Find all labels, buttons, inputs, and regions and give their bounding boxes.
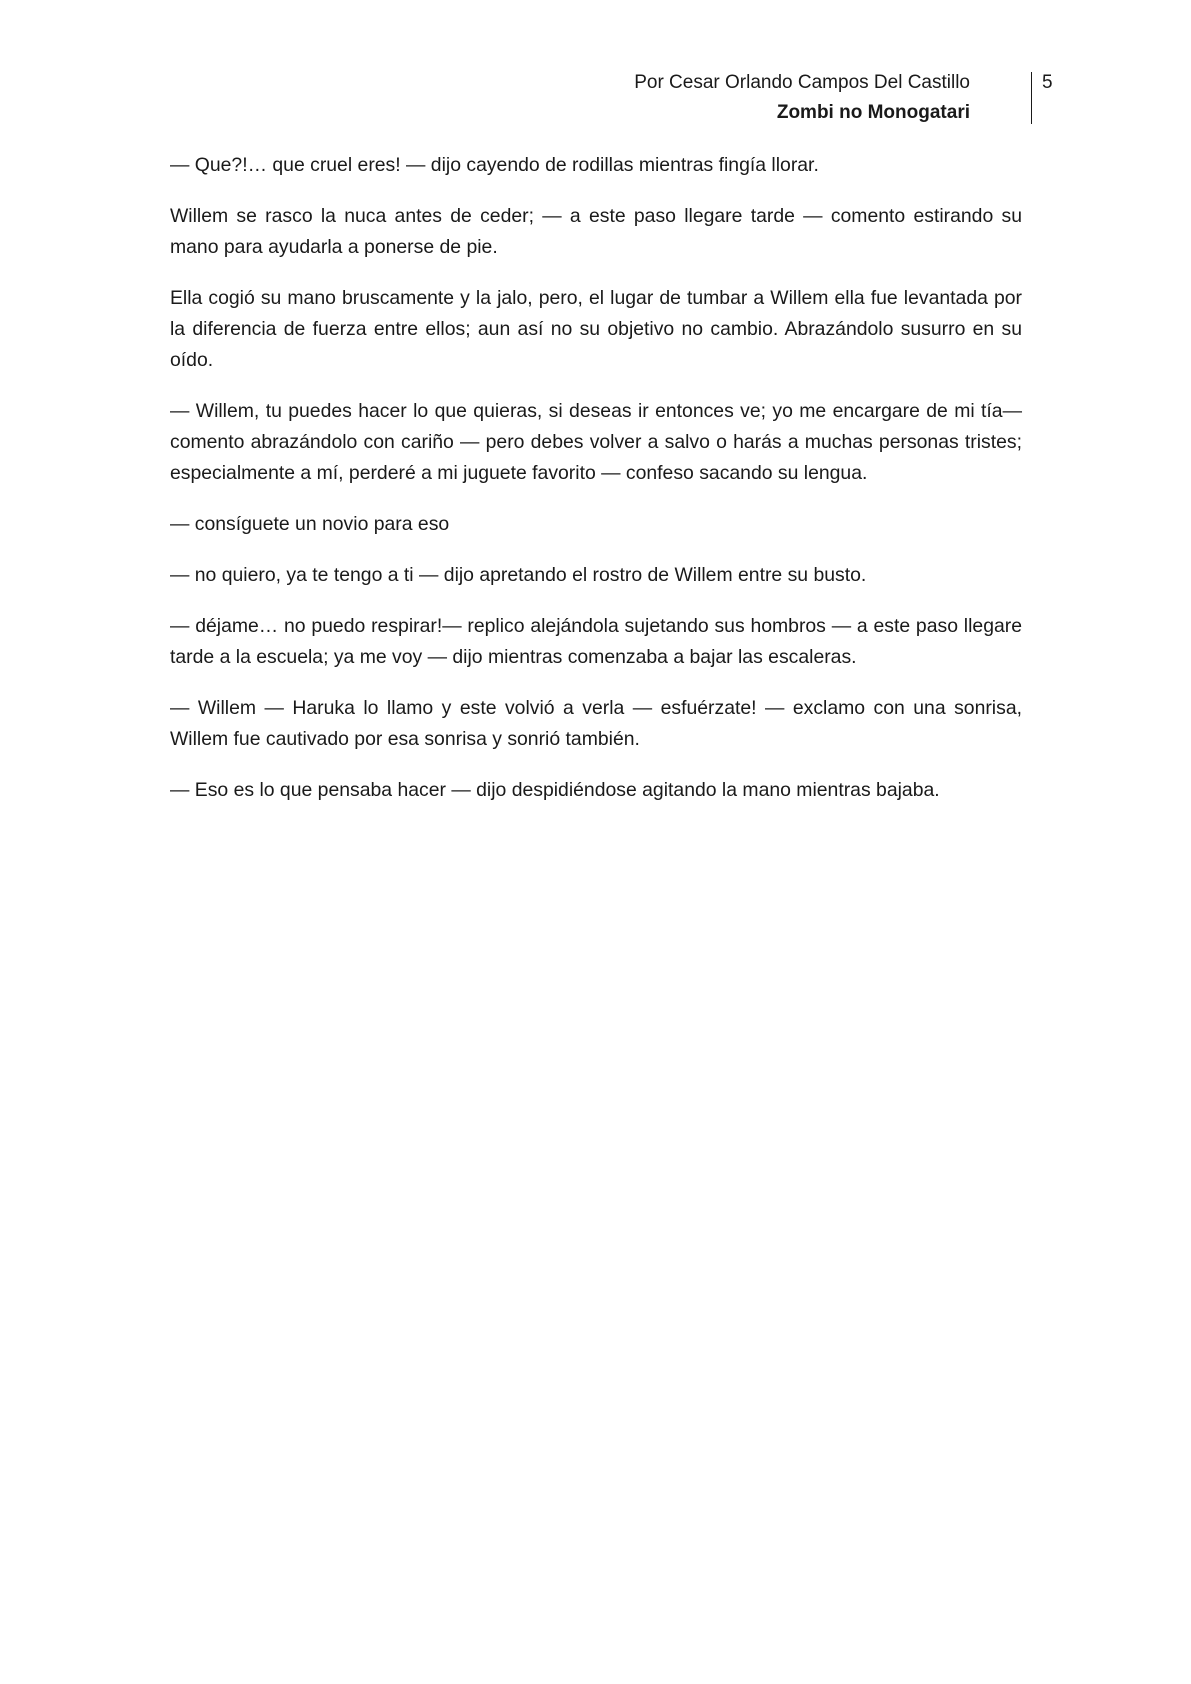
header-author: Por Cesar Orlando Campos Del Castillo: [634, 72, 970, 93]
paragraph: — Willem — Haruka lo llamo y este volvió a verla — esfuérzate! — exclamo con una sonrisa, Willem fue cautivado por esa sonrisa y sonrió también.: [170, 697, 1022, 750]
paragraph: — Willem, tu puedes hacer lo que quieras, si deseas ir entonces ve; yo me encargare de mi tía— comento abrazándolo con cariño — pero debes volver a salvo o harás a muchas personas tristes; especialmente a mí, perderé a mi juguete favorito — confeso sacando su lengua.: [170, 400, 1022, 484]
header-divider: [1031, 72, 1032, 124]
page-header: [600, 68, 1053, 126]
paragraph: — consíguete un novio para eso: [170, 513, 450, 535]
paragraph: Ella cogió su mano bruscamente y la jalo, pero, el lugar de tumbar a Willem ella fue levantada por la diferencia de fuerza entre ellos; aun así no su objetivo no cambio. Abrazándolo susurro en su oído.: [170, 287, 1022, 371]
header-book-title: Zombi no Monogatari: [776, 102, 970, 123]
paragraph: Willem se rasco la nuca antes de ceder; — a este paso llegare tarde — comento estirando su mano para ayudarla a ponerse de pie.: [170, 205, 1022, 258]
paragraph: — Eso es lo que pensaba hacer — dijo despidiéndose agitando la mano mientras bajaba.: [170, 779, 940, 801]
header-text-block: [634, 68, 970, 128]
page-number: 5: [1042, 72, 1053, 93]
paragraph: — no quiero, ya te tengo a ti — dijo apretando el rostro de Willem entre su busto.: [170, 564, 867, 586]
paragraph: — Que?!… que cruel eres! — dijo cayendo de rodillas mientras fingía llorar.: [170, 154, 819, 176]
paragraph: — déjame… no puedo respirar!— replico alejándola sujetando sus hombros — a este paso llegare tarde a la escuela; ya me voy — dijo mientras comenzaba a bajar las escaleras.: [170, 615, 1022, 668]
page-body: [170, 150, 1022, 826]
